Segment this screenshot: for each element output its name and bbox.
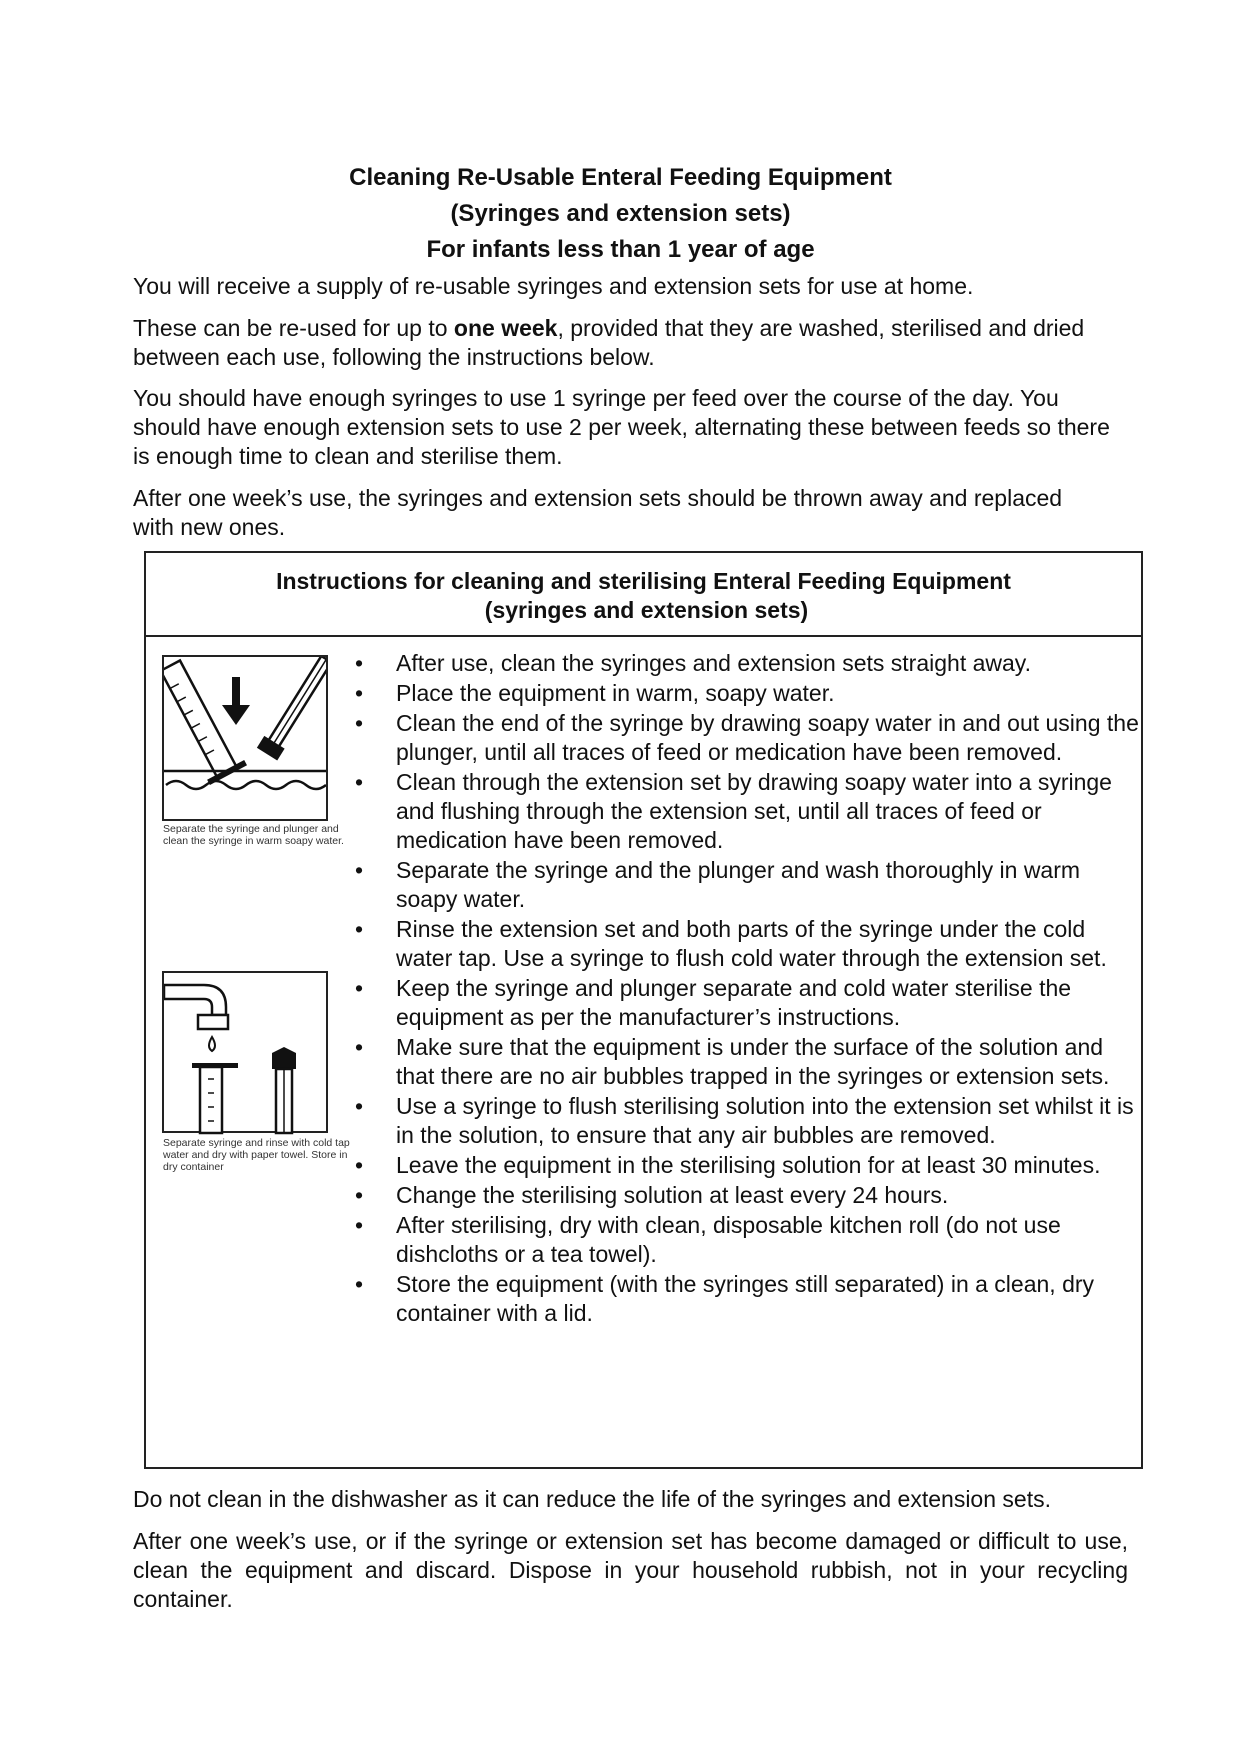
instruction-item — [351, 915, 1141, 973]
intro-text-2-end: , provided that they are washed, sterilised and dried between each use, following the instructions below. — [133, 315, 1085, 370]
outro-paragraph-1 — [133, 1485, 1143, 1514]
instructions-heading-line-2: (syringes and extension sets) — [484, 597, 809, 623]
document-title — [0, 160, 1241, 268]
instructions-heading-line-1: Instructions for cleaning and sterilising Enteral Feeding Equipment — [276, 568, 1011, 594]
instruction-item — [351, 679, 1141, 708]
rinsing-illustration — [162, 971, 328, 1133]
bullet-icon: • — [355, 680, 364, 706]
washing-illustration — [162, 655, 328, 821]
bullet-icon: • — [355, 916, 364, 942]
bullet-icon: • — [355, 1182, 364, 1208]
instruction-item — [351, 768, 1141, 855]
instruction-item — [351, 1033, 1141, 1091]
bullet-icon: • — [355, 975, 364, 1001]
bullet-icon: • — [355, 1093, 364, 1119]
instruction-item — [351, 1181, 1141, 1210]
outro-text-1: Do not clean in the dishwasher as it can reduce the life of the syringes and extension sets. — [133, 1486, 1051, 1512]
instruction-text: Leave the equipment in the sterilising solution for at least 30 minutes. — [396, 1152, 1101, 1178]
instruction-item — [351, 1092, 1141, 1150]
instruction-text: Keep the syringe and plunger separate and cold water sterilise the equipment as per the manufacturer’s instructions. — [396, 975, 1072, 1030]
bullet-icon: • — [355, 769, 364, 795]
intro-paragraph-1 — [133, 272, 1143, 301]
instruction-item — [351, 1270, 1141, 1328]
instruction-item — [351, 856, 1141, 914]
instruction-text: Place the equipment in warm, soapy water. — [396, 680, 835, 706]
instruction-text: Separate the syringe and the plunger and wash thoroughly in warm soapy water. — [396, 857, 1081, 912]
instruction-text: After sterilising, dry with clean, disposable kitchen roll (do not use dishcloths or a tea towel). — [396, 1212, 1061, 1267]
intro-text-3: You should have enough syringes to use 1 syringe per feed over the course of the day. You should have enough extension sets to use 2 per week, alternating these between feeds so there is enough time to clean and sterilise them. — [133, 385, 1110, 469]
instruction-text: Make sure that the equipment is under the surface of the solution and that there are no air bubbles trapped in the syringes or extension sets. — [396, 1034, 1110, 1089]
outro-text-2: After one week’s use, or if the syringe or extension set has become damaged or difficult to use, clean the equipment and discard. Dispose in your household rubbish, not in your recycling container. — [133, 1528, 1128, 1612]
title-line-3: For infants less than 1 year of age — [426, 236, 815, 263]
syringe-in-water-icon — [164, 657, 326, 819]
instruction-text: Store the equipment (with the syringes still separated) in a clean, dry container with a lid. — [396, 1271, 1095, 1326]
instruction-item — [351, 1211, 1141, 1269]
intro-text-2-start: These can be re-used for up to — [133, 315, 454, 341]
bullet-icon: • — [355, 1212, 364, 1238]
intro-paragraph-4 — [133, 484, 1093, 542]
instruction-text: Clean the end of the syringe by drawing soapy water in and out using the plunger, until all traces of feed or medication have been removed. — [396, 710, 1139, 765]
instruction-item — [351, 649, 1141, 678]
outro-paragraph-2 — [133, 1527, 1128, 1614]
tap-rinse-icon — [164, 973, 326, 1135]
intro-paragraph-3 — [133, 384, 1123, 471]
instructions-box — [144, 551, 1143, 1469]
instruction-list — [351, 649, 1141, 1329]
rinsing-caption: Separate syringe and rinse with cold tap water and dry with paper towel. Store in dry container — [163, 1137, 350, 1173]
instruction-item — [351, 709, 1141, 767]
title-line-2: (Syringes and extension sets) — [450, 200, 791, 227]
one-week-emphasis: one week — [453, 315, 558, 341]
bullet-icon: • — [355, 1152, 364, 1178]
intro-text-4: After one week’s use, the syringes and extension sets should be thrown away and replaced with new ones. — [133, 485, 1063, 540]
bullet-icon: • — [355, 710, 364, 736]
bullet-icon: • — [355, 857, 364, 883]
instruction-text: Clean through the extension set by drawing soapy water into a syringe and flushing through the extension set, until all traces of feed or medication have been removed. — [396, 769, 1112, 853]
title-line-1: Cleaning Re-Usable Enteral Feeding Equipment — [349, 164, 892, 191]
intro-text-1: You will receive a supply of re-usable syringes and extension sets for use at home. — [133, 273, 974, 299]
instruction-text: Use a syringe to flush sterilising solution into the extension set whilst it is in the solution, to ensure that any air bubbles are removed. — [396, 1093, 1134, 1148]
instruction-item — [351, 1151, 1141, 1180]
bullet-icon: • — [355, 1271, 364, 1297]
instruction-text: Rinse the extension set and both parts of the syringe under the cold water tap. Use a syringe to flush cold water through the extension set. — [396, 916, 1107, 971]
intro-paragraph-2 — [133, 314, 1133, 372]
intro-text-2 — [133, 314, 1133, 372]
bullet-icon: • — [355, 1034, 364, 1060]
instruction-item — [351, 974, 1141, 1032]
instruction-text: After use, clean the syringes and extension sets straight away. — [396, 650, 1031, 676]
washing-caption: Separate the syringe and plunger and clean the syringe in warm soapy water. — [163, 823, 344, 847]
instruction-text: Change the sterilising solution at least every 24 hours. — [396, 1182, 949, 1208]
bullet-icon: • — [355, 650, 364, 676]
instructions-heading — [146, 553, 1141, 637]
